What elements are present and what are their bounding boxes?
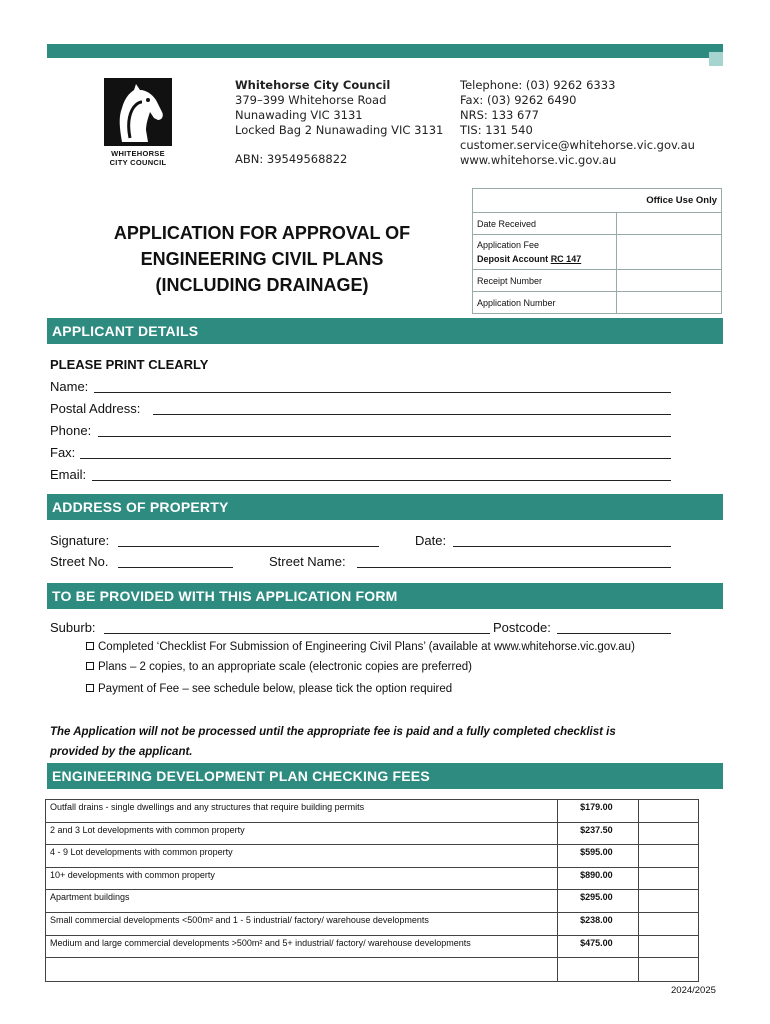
street-name-label: Street Name:: [269, 554, 346, 569]
address-line1: 379–399 Whitehorse Road: [235, 93, 387, 107]
receipt-number-label: Receipt Number: [473, 270, 617, 292]
fax-input[interactable]: [80, 458, 671, 459]
council-contact: [460, 78, 695, 168]
horse-logo-icon: [104, 78, 172, 146]
fee-amount: $475.00: [558, 935, 639, 958]
date-input[interactable]: [453, 546, 671, 547]
fee-row: [46, 800, 699, 823]
fee-amount: $237.50: [558, 822, 639, 845]
fee-row: [46, 890, 699, 913]
address-line3: Locked Bag 2 Nunawading VIC 3131: [235, 123, 444, 137]
address-line2: Nunawading VIC 3131: [235, 108, 363, 122]
title-line2: ENGINEERING CIVIL PLANS: [140, 249, 384, 269]
postcode-label: Postcode:: [493, 620, 551, 635]
logo-text: [104, 149, 172, 167]
fee-tick-cell[interactable]: [639, 890, 699, 913]
fee-row: [46, 845, 699, 868]
telephone: Telephone: (03) 9262 6333: [460, 78, 616, 92]
postal-address-input[interactable]: [153, 414, 671, 415]
note-line2: provided by the applicant.: [50, 746, 193, 758]
email-label: Email:: [50, 467, 87, 482]
tis: TIS: 131 540: [460, 123, 533, 137]
fee-row: [46, 867, 699, 890]
title-line1: APPLICATION FOR APPROVAL OF: [113, 223, 411, 243]
fee-description-blank[interactable]: [46, 958, 558, 982]
checklist-item: [86, 661, 472, 673]
header-bar-corner: [709, 52, 723, 66]
fee-tick-cell[interactable]: [639, 822, 699, 845]
nrs: NRS: 133 677: [460, 108, 539, 122]
signature-label: Signature:: [50, 533, 110, 548]
title-line3: (INCLUDING DRAINAGE): [155, 275, 369, 295]
fee-description: Small commercial developments <500m² and 1 - 5 industrial/ factory/ warehouse developments: [46, 912, 558, 935]
deposit-code: RC 147: [550, 254, 582, 264]
form-year: 2024/2025: [671, 985, 716, 996]
fee-tick-cell[interactable]: [639, 935, 699, 958]
section-address-of-property: ADDRESS OF PROPERTY: [47, 494, 723, 520]
fax-label: Fax:: [50, 445, 76, 460]
checklist-item-text: Plans – 2 copies, to an appropriate scale (electronic copies are preferred): [98, 661, 472, 673]
street-no-label: Street No.: [50, 554, 109, 569]
receipt-number-field[interactable]: [617, 270, 722, 292]
logo-line1: WHITEHORSE: [111, 149, 165, 158]
print-clearly-label: PLEASE PRINT CLEARLY: [50, 357, 209, 372]
office-use-table: [472, 188, 722, 314]
suburb-label: Suburb:: [50, 620, 96, 635]
fee-tick-cell[interactable]: [639, 912, 699, 935]
fee-row-blank: [46, 958, 699, 982]
email-link[interactable]: customer.service@whitehorse.vic.gov.au: [460, 138, 695, 152]
abn: ABN: 39549568822: [235, 152, 348, 166]
fee-description: Apartment buildings: [46, 890, 558, 913]
name-label: Name:: [50, 379, 89, 394]
postcode-input[interactable]: [557, 633, 671, 634]
note-line1: The Application will not be processed until the appropriate fee is paid and a fully completed checklist is: [50, 726, 616, 738]
fee-amount: $595.00: [558, 845, 639, 868]
street-name-input[interactable]: [357, 567, 671, 568]
section-applicant-details: APPLICANT DETAILS: [47, 318, 723, 344]
street-no-input[interactable]: [118, 567, 233, 568]
suburb-input[interactable]: [104, 633, 490, 634]
fees-table: [45, 799, 699, 982]
logo-line2: CITY COUNCIL: [109, 158, 167, 167]
checkbox[interactable]: [86, 684, 94, 692]
fee-row: [46, 935, 699, 958]
fee-row: [46, 822, 699, 845]
fee-description: 4 - 9 Lot developments with common property: [46, 845, 558, 868]
application-number-field[interactable]: [617, 292, 722, 314]
section-to-be-provided: TO BE PROVIDED WITH THIS APPLICATION FORM: [47, 583, 723, 609]
signature-input[interactable]: [118, 546, 379, 547]
fee-amount: $179.00: [558, 800, 639, 823]
fee-amount: $295.00: [558, 890, 639, 913]
date-received-field[interactable]: [617, 213, 722, 235]
date-label: Date:: [415, 533, 447, 548]
checkbox[interactable]: [86, 662, 94, 670]
date-received-label: Date Received: [473, 213, 617, 235]
application-fee-text: Application Fee: [477, 240, 540, 250]
fee-row: [46, 912, 699, 935]
email-input[interactable]: [92, 480, 671, 481]
checklist-item-text: Payment of Fee – see schedule below, please tick the option required: [98, 683, 453, 695]
website-link[interactable]: www.whitehorse.vic.gov.au: [460, 153, 617, 167]
application-fee-label: [473, 235, 617, 270]
fee-amount: $890.00: [558, 867, 639, 890]
office-use-heading: Office Use Only: [473, 189, 722, 213]
deposit-account: [477, 252, 612, 266]
application-number-label: Application Number: [473, 292, 617, 314]
phone-input[interactable]: [98, 436, 671, 437]
deposit-account-text: Deposit Account: [477, 254, 549, 264]
phone-label: Phone:: [50, 423, 92, 438]
checklist-item-text: Completed ‘Checklist For Submission of Engineering Civil Plans’ (available at www.whitehorse.vic.gov.au): [98, 641, 635, 653]
fee-tick-cell[interactable]: [639, 867, 699, 890]
fee-description: Medium and large commercial developments >500m² and 5+ industrial/ factory/ warehouse developments: [46, 935, 558, 958]
fee-tick-cell[interactable]: [639, 958, 699, 982]
checklist-item: [86, 641, 635, 653]
page-title: [76, 220, 448, 298]
processing-note: [50, 722, 720, 762]
fee-tick-cell[interactable]: [639, 845, 699, 868]
checklist-item: [86, 683, 452, 695]
fee-description: 2 and 3 Lot developments with common property: [46, 822, 558, 845]
fax: Fax: (03) 9262 6490: [460, 93, 577, 107]
postal-address-label: Postal Address:: [50, 401, 141, 416]
checkbox[interactable]: [86, 642, 94, 650]
section-fees: ENGINEERING DEVELOPMENT PLAN CHECKING FEES: [47, 763, 723, 789]
fee-amount-blank[interactable]: [558, 958, 639, 982]
council-address: [235, 78, 443, 167]
application-fee-field[interactable]: [617, 235, 722, 270]
fee-amount: $238.00: [558, 912, 639, 935]
council-logo: [104, 78, 176, 173]
org-name: Whitehorse City Council: [235, 78, 391, 92]
header-bar: [47, 44, 723, 58]
fee-tick-cell[interactable]: [639, 800, 699, 823]
name-input[interactable]: [94, 392, 671, 393]
fee-description: 10+ developments with common property: [46, 867, 558, 890]
fee-description: Outfall drains - single dwellings and any structures that require building permits: [46, 800, 558, 823]
